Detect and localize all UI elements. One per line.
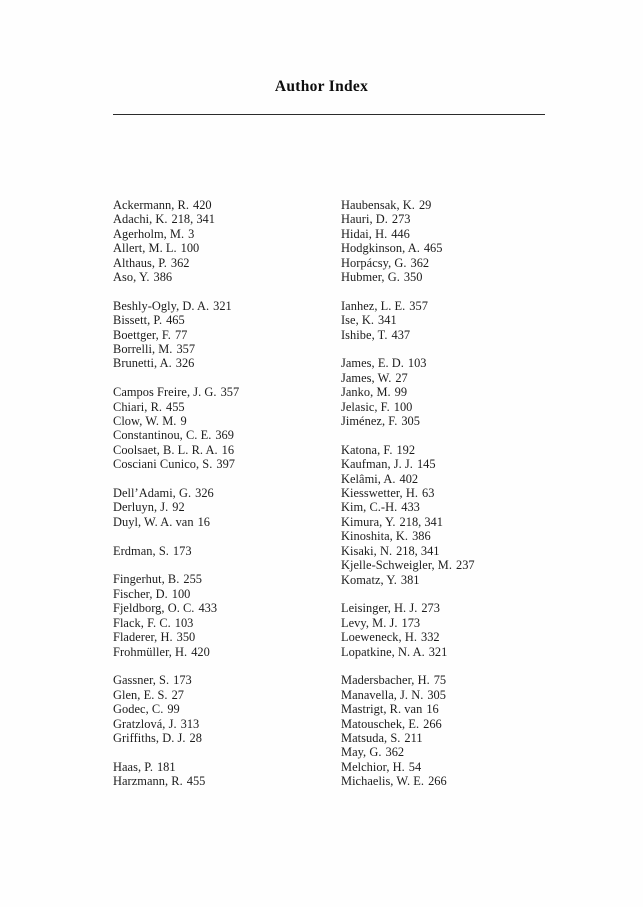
entry-page-numbers: 173: [173, 673, 192, 688]
index-entry: [341, 356, 571, 370]
entry-author-name: Melchior, H.: [341, 759, 405, 774]
index-entry: [113, 270, 328, 284]
entry-page-numbers: 54: [408, 759, 422, 774]
entry-author-name: Agerholm, M.: [113, 226, 185, 241]
index-entry: [341, 328, 571, 342]
entry-author-name: Matouschek, E.: [341, 716, 420, 731]
entry-page-numbers: 326: [175, 356, 195, 371]
letter-group-m: [341, 673, 571, 788]
entry-author-name: Ise, K.: [341, 313, 375, 328]
entry-page-numbers: 321: [213, 298, 232, 313]
entry-author-name: Harzmann, R.: [113, 774, 183, 789]
entry-author-name: Godec, C.: [113, 702, 164, 717]
index-entry: [113, 299, 328, 313]
entry-author-name: Leisinger, H. J.: [341, 601, 418, 616]
letter-group-g: [113, 673, 328, 745]
entry-page-numbers: 386: [412, 529, 431, 544]
index-entry: [113, 515, 328, 529]
entry-page-numbers: 237: [456, 558, 475, 573]
entry-page-numbers: 433: [401, 500, 420, 515]
index-entry: [113, 457, 328, 471]
index-entry: [341, 256, 571, 270]
entry-page-numbers: 192: [396, 442, 416, 457]
entry-page-numbers: 145: [416, 457, 436, 472]
index-entry: [341, 616, 571, 630]
index-entry: [113, 227, 328, 241]
index-entry: [341, 544, 571, 558]
entry-page-numbers: 357: [176, 342, 196, 357]
entry-author-name: Bissett, P.: [113, 313, 163, 328]
index-entry: [113, 587, 328, 601]
entry-page-numbers: 266: [428, 774, 447, 789]
index-entry: [113, 601, 328, 615]
entry-author-name: Boettger, F.: [113, 327, 171, 342]
index-entry: [113, 630, 328, 644]
entry-author-name: Kjelle-Schweigler, M.: [341, 558, 453, 573]
entry-page-numbers: 16: [221, 442, 235, 457]
entry-page-numbers: 218, 341: [396, 543, 440, 558]
index-entry: [341, 673, 571, 687]
index-entry: [341, 241, 571, 255]
index-entry: [113, 500, 328, 514]
entry-author-name: Brunetti, A.: [113, 356, 172, 371]
index-entry: [113, 212, 328, 226]
index-entry: [113, 544, 328, 558]
entry-page-numbers: 402: [399, 471, 419, 486]
entry-page-numbers: 362: [410, 255, 430, 270]
entry-author-name: Chiari, R.: [113, 399, 163, 414]
entry-page-numbers: 100: [180, 241, 200, 256]
entry-page-numbers: 16: [197, 514, 210, 529]
entry-author-name: Ackermann, R.: [113, 198, 190, 212]
index-entry: [113, 313, 328, 327]
entry-page-numbers: 386: [153, 270, 173, 285]
entry-author-name: Matsuda, S.: [341, 730, 401, 745]
entry-author-name: Kaufman, J. J.: [341, 457, 413, 472]
entry-author-name: Hodgkinson, A.: [341, 241, 420, 256]
entry-page-numbers: 455: [166, 399, 185, 414]
index-entry: [113, 328, 328, 342]
index-entry: [341, 529, 571, 543]
index-entry: [341, 270, 571, 284]
entry-page-numbers: 218, 341: [171, 212, 215, 227]
index-entry: [341, 212, 571, 226]
index-entry: [113, 616, 328, 630]
entry-author-name: Horpácsy, G.: [341, 255, 407, 270]
letter-group-a: [113, 198, 328, 284]
entry-page-numbers: 446: [391, 226, 410, 241]
entry-author-name: Constantinou, C. E.: [113, 428, 212, 443]
index-entry: [341, 486, 571, 500]
index-entry: [341, 227, 571, 241]
index-entry: [341, 645, 571, 659]
entry-page-numbers: 326: [195, 486, 214, 501]
entry-page-numbers: 397: [216, 457, 235, 472]
entry-page-numbers: 362: [170, 255, 190, 270]
entry-author-name: Madersbacher, H.: [341, 673, 430, 688]
index-entry: [341, 760, 571, 774]
entry-page-numbers: 465: [423, 241, 443, 256]
entry-page-numbers: 3: [188, 226, 195, 241]
index-entry: [113, 256, 328, 270]
entry-page-numbers: 420: [191, 644, 210, 659]
entry-author-name: James, W.: [341, 370, 392, 385]
index-entry: [341, 702, 571, 716]
entry-page-numbers: 455: [186, 774, 206, 789]
index-entry: [341, 385, 571, 399]
entry-author-name: Loeweneck, H.: [341, 630, 417, 645]
entry-page-numbers: 181: [156, 759, 176, 774]
index-entry: [341, 515, 571, 529]
index-entry: [341, 198, 571, 212]
entry-author-name: Flack, F. C.: [113, 615, 171, 630]
index-entry: [113, 385, 328, 399]
entry-author-name: Haas, P.: [113, 759, 153, 774]
entry-page-numbers: 100: [171, 586, 191, 601]
entry-page-numbers: 9: [180, 414, 187, 429]
entry-author-name: Derluyn, J.: [113, 500, 169, 515]
letter-group-i: [341, 299, 571, 342]
index-entry: [341, 558, 571, 572]
entry-page-numbers: 266: [423, 716, 442, 731]
letter-group-l: [341, 601, 571, 659]
entry-author-name: Levy, M. J.: [341, 615, 398, 630]
entry-author-name: Glen, E. S.: [113, 687, 168, 702]
index-entry: [113, 702, 328, 716]
index-entry: [113, 774, 328, 788]
entry-author-name: Michaelis, W. E.: [341, 774, 425, 789]
letter-group-h: [113, 760, 328, 789]
index-entry: [341, 500, 571, 514]
letter-group-f: [113, 572, 328, 658]
letter-group-b: [113, 299, 328, 371]
entry-page-numbers: 29: [418, 198, 432, 212]
entry-page-numbers: 99: [167, 702, 180, 717]
entry-author-name: Duyl, W. A. van: [113, 514, 194, 529]
entry-author-name: Beshly-Ogly, D. A.: [113, 298, 210, 313]
entry-author-name: Kiesswetter, H.: [341, 486, 418, 501]
entry-page-numbers: 381: [400, 572, 420, 587]
entry-author-name: Althaus, P.: [113, 255, 167, 270]
entry-author-name: Fladerer, H.: [113, 630, 173, 645]
entry-page-numbers: 99: [394, 385, 408, 400]
entry-page-numbers: 350: [403, 270, 423, 285]
entry-author-name: Jelasic, F.: [341, 399, 390, 414]
index-entry: [341, 731, 571, 745]
letter-group-e: [113, 544, 328, 558]
index-entry: [341, 717, 571, 731]
entry-author-name: Komatz, Y.: [341, 572, 397, 587]
index-entry: [113, 572, 328, 586]
entry-author-name: Borrelli, M.: [113, 342, 173, 357]
entry-page-numbers: 255: [183, 572, 202, 587]
index-entry: [113, 731, 328, 745]
index-entry: [113, 198, 328, 212]
entry-author-name: Aso, Y.: [113, 270, 150, 285]
entry-page-numbers: 173: [401, 615, 421, 630]
entry-author-name: Kelâmi, A.: [341, 471, 396, 486]
index-entry: [113, 241, 328, 255]
index-entry: [113, 443, 328, 457]
entry-page-numbers: 211: [404, 730, 423, 745]
entry-page-numbers: 103: [407, 356, 427, 371]
entry-page-numbers: 103: [174, 615, 194, 630]
letter-group-j: [341, 356, 571, 428]
entry-page-numbers: 313: [180, 716, 200, 731]
entry-author-name: Campos Freire, J. G.: [113, 385, 217, 400]
entry-page-numbers: 273: [391, 212, 411, 227]
entry-page-numbers: 75: [433, 673, 447, 688]
entry-author-name: Allert, M. L.: [113, 241, 177, 256]
entry-page-numbers: 92: [172, 500, 185, 515]
entry-author-name: Ianhez, L. E.: [341, 298, 406, 313]
entry-author-name: Adachi, K.: [113, 212, 168, 227]
entry-page-numbers: 305: [401, 414, 420, 429]
entry-page-numbers: 350: [176, 630, 196, 645]
entry-author-name: Clow, W. M.: [113, 414, 177, 429]
entry-author-name: Hubmer, G.: [341, 270, 400, 285]
index-entry: [113, 400, 328, 414]
index-entry: [341, 457, 571, 471]
entry-author-name: Kinoshita, K.: [341, 529, 409, 544]
index-entry: [113, 688, 328, 702]
entry-page-numbers: 100: [393, 399, 413, 414]
entry-page-numbers: 28: [189, 730, 202, 745]
entry-page-numbers: 173: [172, 543, 192, 558]
entry-author-name: Gassner, S.: [113, 673, 170, 688]
entry-author-name: Lopatkine, N. A.: [341, 644, 425, 659]
entry-author-name: Frohmüller, H.: [113, 644, 188, 659]
entry-author-name: Coolsaet, B. L. R. A.: [113, 442, 218, 457]
title-divider: [113, 114, 545, 115]
index-entry: [113, 717, 328, 731]
entry-author-name: Hauri, D.: [341, 212, 388, 227]
entry-page-numbers: 433: [198, 601, 218, 616]
entry-author-name: Katona, F.: [341, 442, 393, 457]
index-entry: [341, 601, 571, 615]
entry-page-numbers: 63: [422, 486, 435, 501]
entry-page-numbers: 16: [426, 702, 439, 717]
entry-author-name: Fingerhut, B.: [113, 572, 180, 587]
entry-page-numbers: 437: [391, 327, 411, 342]
index-entry: [341, 573, 571, 587]
entry-author-name: Erdman, S.: [113, 543, 169, 558]
entry-author-name: Gratzlová, J.: [113, 716, 177, 731]
index-entry: [113, 673, 328, 687]
index-entry: [113, 428, 328, 442]
letter-group-h: [341, 198, 571, 284]
entry-author-name: Mastrigt, R. van: [341, 702, 423, 717]
entry-author-name: Fjeldborg, O. C.: [113, 601, 195, 616]
entry-author-name: Haubensak, K.: [341, 198, 415, 212]
entry-author-name: Hidai, H.: [341, 226, 388, 241]
index-entry: [341, 400, 571, 414]
entry-page-numbers: 420: [193, 198, 212, 212]
entry-author-name: Jiménez, F.: [341, 414, 398, 429]
entry-author-name: Janko, M.: [341, 385, 391, 400]
index-entry: [341, 630, 571, 644]
entry-page-numbers: 218, 341: [399, 514, 443, 529]
entry-author-name: James, E. D.: [341, 356, 404, 371]
entry-author-name: Kimura, Y.: [341, 514, 396, 529]
index-column-right: [341, 198, 571, 789]
entry-page-numbers: 369: [215, 428, 234, 443]
index-entry: [113, 760, 328, 774]
entry-page-numbers: 357: [409, 298, 428, 313]
index-entry: [341, 472, 571, 486]
index-entry: [341, 371, 571, 385]
index-entry: [341, 745, 571, 759]
index-entry: [113, 356, 328, 370]
letter-group-d: [113, 486, 328, 529]
index-entry: [113, 414, 328, 428]
entry-author-name: Ishibe, T.: [341, 327, 388, 342]
letter-group-c: [113, 385, 328, 471]
entry-page-numbers: 321: [428, 644, 448, 659]
entry-page-numbers: 27: [395, 370, 408, 385]
entry-author-name: Manavella, J. N.: [341, 687, 424, 702]
entry-page-numbers: 357: [220, 385, 240, 400]
page-title: Author Index: [274, 78, 369, 95]
index-entry: [341, 299, 571, 313]
entry-page-numbers: 465: [166, 313, 185, 328]
entry-author-name: Kisaki, N.: [341, 543, 393, 558]
entry-author-name: Kim, C.-H.: [341, 500, 398, 515]
entry-author-name: Cosciani Cunico, S.: [113, 457, 213, 472]
index-entry: [113, 342, 328, 356]
entry-author-name: Fischer, D.: [113, 586, 168, 601]
index-entry: [341, 414, 571, 428]
entry-page-numbers: 341: [378, 313, 397, 328]
entry-page-numbers: 332: [421, 630, 440, 645]
entry-page-numbers: 27: [171, 687, 184, 702]
index-entry: [341, 443, 571, 457]
entry-author-name: May, G.: [341, 745, 382, 760]
index-entry: [113, 645, 328, 659]
index-entry: [341, 688, 571, 702]
entry-page-numbers: 362: [385, 745, 405, 760]
index-entry: [113, 486, 328, 500]
entry-author-name: Griffiths, D. J.: [113, 730, 186, 745]
entry-page-numbers: 77: [174, 327, 188, 342]
entry-page-numbers: 273: [421, 601, 440, 616]
entry-page-numbers: 305: [427, 687, 446, 702]
index-entry: [341, 774, 571, 788]
letter-group-k: [341, 443, 571, 587]
entry-author-name: Dell’Adami, G.: [113, 486, 192, 501]
index-column-left: [113, 198, 328, 789]
index-entry: [341, 313, 571, 327]
